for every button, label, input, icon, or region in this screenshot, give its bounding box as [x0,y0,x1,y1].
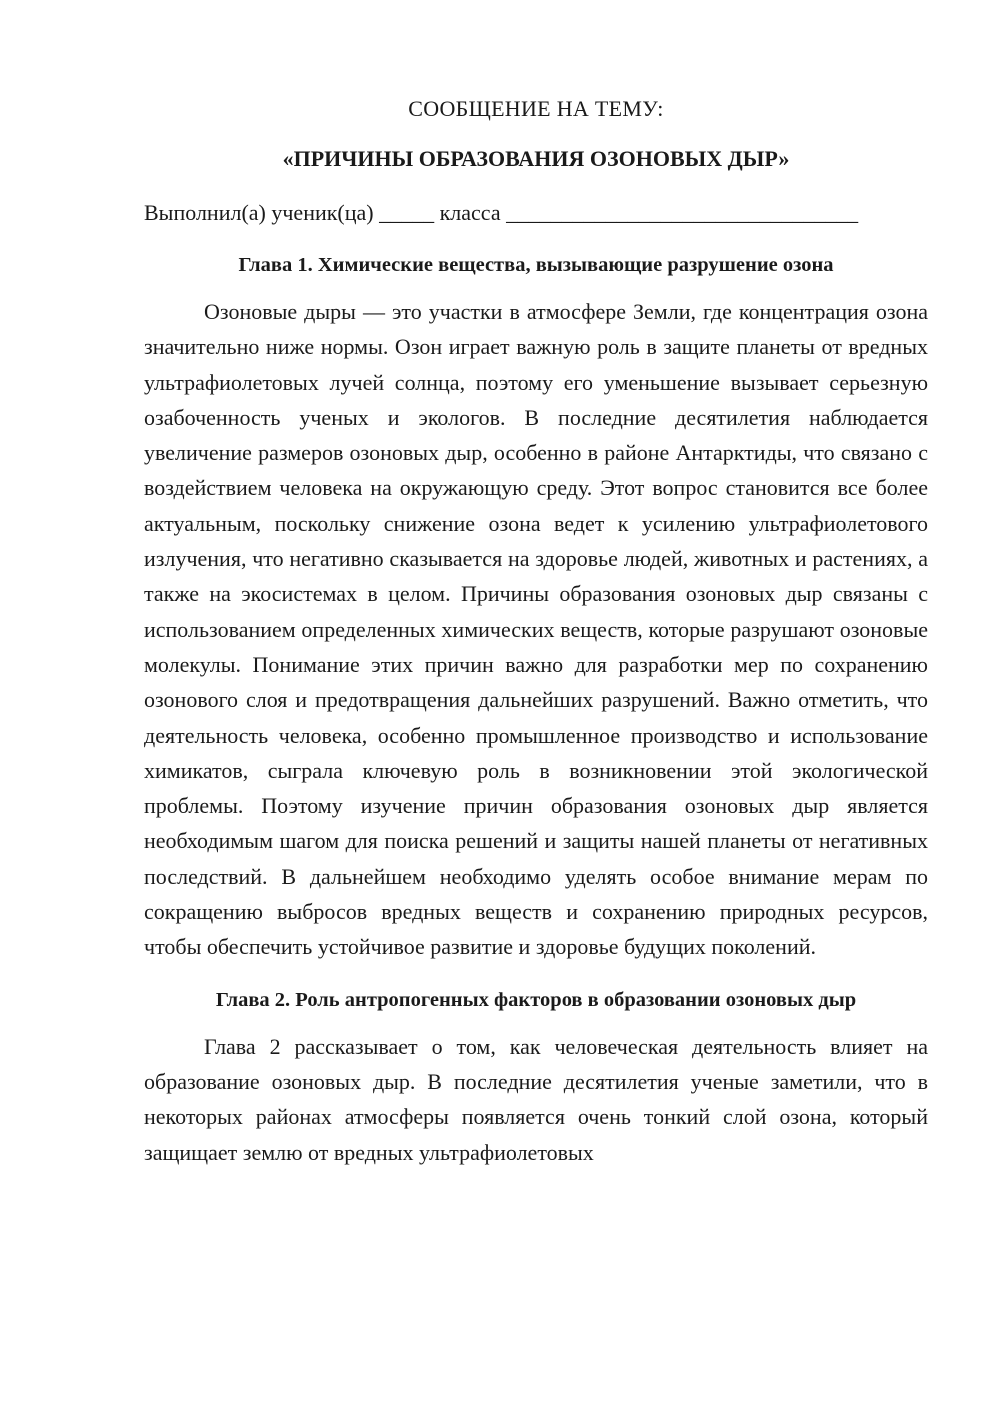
chapter-1-heading: Глава 1. Химические вещества, вызывающие разрушение озона [238,254,834,276]
report-title-topic: «ПРИЧИНЫ ОБРАЗОВАНИЯ ОЗОНОВЫХ ДЫР» [282,146,790,171]
chapter-2-text: Глава 2 рассказывает о том, как человеческая деятельность влияет на образование озоновых дыр. В последние десятилетия ученые заметили, что в некоторых районах атмосферы появляется очень тонкий слой озона, который защищает землю от вредных ультрафиолетовых [144,1033,928,1165]
document-page [144,92,928,1170]
author-line: Выполнил(а) ученик(ца) _____ класса ________________________________ [144,200,859,225]
chapter-2-heading: Глава 2. Роль антропогенных факторов в образовании озоновых дыр [215,988,857,1011]
report-title-line1: СООБЩЕНИЕ НА ТЕМУ: [408,96,664,121]
chapter-1-text: Озоновые дыры — это участки в атмосфере Земли, где концентрация озона значительно ниже нормы. Озон играет важную роль в защите планеты от вредных ультрафиолетовых лучей солнца, поэтому его уменьшение вызывает серьезную озабоченность ученых и экологов. В последние десятилетия наблюдается увеличение размеров озоновых дыр, особенно в районе Антарктиды, что связано с воздействием человека на окружающую среду. Этот вопрос становится все более актуальным, поскольку снижение озона ведет к усилению ультрафиолетового излучения, что негативно сказывается на здоровье людей, животных и растениях, а также на экосистемах в целом. Причины образования озоновых дыр связаны с использованием определенных химических веществ, которые разрушают озоновые молекулы. Понимание этих причин важно для разработки мер по сохранению озонового слоя и предотвращения дальнейших разрушений. Важно отметить, что деятельность человека, особенно промышленное производство и использование химикатов, сыграла ключевую роль в возникновении этой экологической проблемы. Поэтому изучение причин образования озоновых дыр является необходимым шагом для поиска решений и защиты нашей планеты от негативных последствий. В дальнейшем необходимо уделять особое внимание мерам по сокращению выбросов вредных веществ и сохранению природных ресурсов, чтобы обеспечить устойчивое развитие и здоровье будущих поколений. [144,299,928,960]
